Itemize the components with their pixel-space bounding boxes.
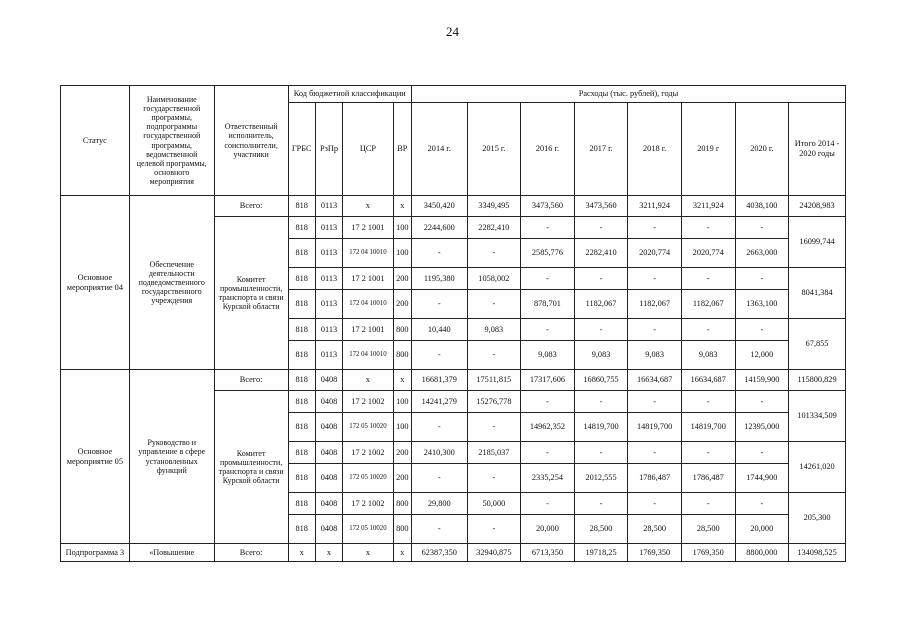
grbs-cell: 818	[288, 515, 315, 544]
rzpr-cell: 0408	[315, 442, 342, 464]
budget-table	[60, 85, 846, 562]
value-2015-cell: 17511,815	[467, 370, 521, 391]
value-2018-cell: -	[628, 391, 682, 413]
csr-cell: 172 04 10010	[343, 239, 394, 268]
vr-cell: х	[393, 196, 411, 217]
total-cell: 16099,744	[789, 217, 846, 268]
value-2015-cell: -	[467, 341, 521, 370]
value-2016-cell: -	[521, 319, 575, 341]
csr-cell: 172 05 10020	[343, 413, 394, 442]
value-2014-cell: 14241,279	[411, 391, 467, 413]
block-total-row	[61, 196, 846, 217]
grbs-cell: 818	[288, 391, 315, 413]
vr-cell: 100	[393, 413, 411, 442]
value-2019-cell: 3211,924	[681, 196, 735, 217]
value-2019-cell: 14819,700	[681, 413, 735, 442]
header-vr: ВР	[393, 103, 411, 196]
value-2017-cell: -	[574, 391, 628, 413]
value-2016-cell: -	[521, 391, 575, 413]
value-2017-cell: -	[574, 442, 628, 464]
value-2016-cell: 3473,560	[521, 196, 575, 217]
value-2018-cell: -	[628, 493, 682, 515]
total-cell: 8041,384	[789, 268, 846, 319]
header-row-1	[61, 86, 846, 103]
vr-cell: 200	[393, 464, 411, 493]
value-2020-cell: 20,000	[735, 515, 789, 544]
total-cell: 134098,525	[789, 544, 846, 562]
value-2019-cell: -	[681, 319, 735, 341]
grbs-cell: 818	[288, 268, 315, 290]
subprogram-row	[61, 544, 846, 562]
grbs-cell: х	[288, 544, 315, 562]
value-2015-cell: 2282,410	[467, 217, 521, 239]
grbs-cell: 818	[288, 413, 315, 442]
value-2019-cell: 9,083	[681, 341, 735, 370]
vr-cell: 800	[393, 515, 411, 544]
value-2019-cell: -	[681, 493, 735, 515]
vr-cell: 200	[393, 268, 411, 290]
value-2018-cell: 9,083	[628, 341, 682, 370]
value-2016-cell: 20,000	[521, 515, 575, 544]
header-year-2016: 2016 г.	[521, 103, 575, 196]
value-2016-cell: 6713,350	[521, 544, 575, 562]
vr-cell: х	[393, 544, 411, 562]
value-2019-cell: -	[681, 268, 735, 290]
value-2019-cell: -	[681, 442, 735, 464]
grbs-cell: 818	[288, 341, 315, 370]
grbs-cell: 818	[288, 319, 315, 341]
value-2016-cell: 17317,606	[521, 370, 575, 391]
value-2018-cell: -	[628, 268, 682, 290]
value-2018-cell: 14819,700	[628, 413, 682, 442]
value-2017-cell: 9,083	[574, 341, 628, 370]
grbs-cell: 818	[288, 370, 315, 391]
csr-cell: 17 2 1002	[343, 391, 394, 413]
value-2017-cell: 2282,410	[574, 239, 628, 268]
value-2016-cell: 2335,254	[521, 464, 575, 493]
executor-cell: Комитет промышленности, транспорта и связи Курской области	[214, 217, 288, 370]
vr-cell: 100	[393, 239, 411, 268]
value-2015-cell: 2185,037	[467, 442, 521, 464]
status-cell: Подпрограмма 3	[61, 544, 130, 562]
rzpr-cell: 0113	[315, 341, 342, 370]
value-2020-cell: 2663,000	[735, 239, 789, 268]
rzpr-cell: 0113	[315, 319, 342, 341]
value-2018-cell: -	[628, 442, 682, 464]
value-2016-cell: -	[521, 268, 575, 290]
value-2017-cell: 3473,560	[574, 196, 628, 217]
value-2020-cell: 12395,000	[735, 413, 789, 442]
total-cell: 101334,509	[789, 391, 846, 442]
value-2019-cell: 16634,687	[681, 370, 735, 391]
csr-cell: 17 2 1001	[343, 268, 394, 290]
header-year-2014: 2014 г.	[411, 103, 467, 196]
value-2015-cell: 1058,002	[467, 268, 521, 290]
header-budget-code: Код бюджетной классификации	[288, 86, 411, 103]
value-2019-cell: 1182,067	[681, 290, 735, 319]
rzpr-cell: 0408	[315, 391, 342, 413]
total-cell: 24208,983	[789, 196, 846, 217]
header-status: Статус	[61, 86, 130, 196]
value-2017-cell: 14819,700	[574, 413, 628, 442]
header-year-2018: 2018 г.	[628, 103, 682, 196]
value-2020-cell: -	[735, 319, 789, 341]
grbs-cell: 818	[288, 217, 315, 239]
grbs-cell: 818	[288, 290, 315, 319]
value-2020-cell: -	[735, 268, 789, 290]
value-2015-cell: 9,083	[467, 319, 521, 341]
value-2016-cell: 9,083	[521, 341, 575, 370]
csr-cell: х	[343, 544, 394, 562]
total-label-cell: Всего:	[214, 196, 288, 217]
block-total-row	[61, 370, 846, 391]
csr-cell: 17 2 1002	[343, 442, 394, 464]
value-2020-cell: -	[735, 391, 789, 413]
value-2014-cell: 10,440	[411, 319, 467, 341]
value-2019-cell: -	[681, 391, 735, 413]
grbs-cell: 818	[288, 196, 315, 217]
rzpr-cell: 0113	[315, 239, 342, 268]
value-2015-cell: -	[467, 239, 521, 268]
header-year-2019: 2019 г	[681, 103, 735, 196]
value-2018-cell: -	[628, 319, 682, 341]
value-2014-cell: -	[411, 341, 467, 370]
value-2020-cell: -	[735, 442, 789, 464]
grbs-cell: 818	[288, 442, 315, 464]
value-2017-cell: -	[574, 493, 628, 515]
value-2020-cell: -	[735, 217, 789, 239]
status-cell: Основное мероприятие 05	[61, 370, 130, 544]
value-2014-cell: -	[411, 515, 467, 544]
header-year-2017: 2017 г.	[574, 103, 628, 196]
value-2018-cell: 1182,067	[628, 290, 682, 319]
rzpr-cell: 0408	[315, 464, 342, 493]
csr-cell: 17 2 1001	[343, 217, 394, 239]
total-cell: 67,855	[789, 319, 846, 370]
value-2019-cell: 28,500	[681, 515, 735, 544]
total-cell: 115800,829	[789, 370, 846, 391]
value-2020-cell: 1363,100	[735, 290, 789, 319]
rzpr-cell: 0408	[315, 515, 342, 544]
vr-cell: 200	[393, 442, 411, 464]
value-2016-cell: -	[521, 442, 575, 464]
value-2017-cell: 28,500	[574, 515, 628, 544]
vr-cell: 800	[393, 319, 411, 341]
rzpr-cell: 0113	[315, 217, 342, 239]
header-grbs: ГРБС	[288, 103, 315, 196]
value-2015-cell: -	[467, 515, 521, 544]
vr-cell: 100	[393, 391, 411, 413]
value-2014-cell: -	[411, 239, 467, 268]
value-2020-cell: -	[735, 493, 789, 515]
value-2018-cell: 1786,487	[628, 464, 682, 493]
csr-cell: х	[343, 370, 394, 391]
rzpr-cell: 0113	[315, 290, 342, 319]
value-2017-cell: -	[574, 268, 628, 290]
name-cell: Руководство и управление в сфере установленных функций	[129, 370, 214, 544]
value-2014-cell: -	[411, 464, 467, 493]
value-2017-cell: -	[574, 217, 628, 239]
value-2016-cell: 2585,776	[521, 239, 575, 268]
header-rzpr: РзПр	[315, 103, 342, 196]
csr-cell: 17 2 1002	[343, 493, 394, 515]
value-2019-cell: 2020,774	[681, 239, 735, 268]
header-csr: ЦСР	[343, 103, 394, 196]
value-2019-cell: -	[681, 217, 735, 239]
value-2020-cell: 4038,100	[735, 196, 789, 217]
value-2015-cell: -	[467, 413, 521, 442]
total-label-cell: Всего:	[214, 370, 288, 391]
name-cell: Обеспечение деятельности подведомственного государственного учреждения	[129, 196, 214, 370]
value-2020-cell: 1744,900	[735, 464, 789, 493]
value-2014-cell: 2410,300	[411, 442, 467, 464]
value-2015-cell: -	[467, 290, 521, 319]
value-2014-cell: 29,800	[411, 493, 467, 515]
vr-cell: 800	[393, 341, 411, 370]
value-2014-cell: 2244,600	[411, 217, 467, 239]
value-2019-cell: 1769,350	[681, 544, 735, 562]
name-cell: «Повышение	[129, 544, 214, 562]
value-2016-cell: 14962,352	[521, 413, 575, 442]
value-2018-cell: 28,500	[628, 515, 682, 544]
value-2016-cell: -	[521, 217, 575, 239]
value-2018-cell: 2020,774	[628, 239, 682, 268]
value-2020-cell: 14159,900	[735, 370, 789, 391]
value-2017-cell: -	[574, 319, 628, 341]
value-2017-cell: 2012,555	[574, 464, 628, 493]
status-cell: Основное мероприятие 04	[61, 196, 130, 370]
header-name: Наименование государственной программы, подпрограммы государственной программы, ведомственной целевой программы, основного мероприятия	[129, 86, 214, 196]
value-2017-cell: 16860,755	[574, 370, 628, 391]
value-2015-cell: 3349,495	[467, 196, 521, 217]
value-2020-cell: 8800,000	[735, 544, 789, 562]
vr-cell: 800	[393, 493, 411, 515]
grbs-cell: 818	[288, 239, 315, 268]
value-2016-cell: 878,701	[521, 290, 575, 319]
value-2018-cell: 1769,350	[628, 544, 682, 562]
executor-cell: Комитет промышленности, транспорта и связи Курской области	[214, 391, 288, 544]
vr-cell: 100	[393, 217, 411, 239]
value-2015-cell: 50,000	[467, 493, 521, 515]
value-2014-cell: -	[411, 290, 467, 319]
csr-cell: 172 04 10010	[343, 341, 394, 370]
rzpr-cell: х	[315, 544, 342, 562]
total-cell: 205,300	[789, 493, 846, 544]
rzpr-cell: 0408	[315, 370, 342, 391]
header-total: Итого 2014 - 2020 годы	[789, 103, 846, 196]
value-2018-cell: 3211,924	[628, 196, 682, 217]
header-expenses: Расходы (тыс. рублей), годы	[411, 86, 845, 103]
value-2015-cell: 32940,875	[467, 544, 521, 562]
csr-cell: х	[343, 196, 394, 217]
page-number: 24	[446, 24, 459, 39]
csr-cell: 172 04 10010	[343, 290, 394, 319]
value-2014-cell: -	[411, 413, 467, 442]
value-2016-cell: -	[521, 493, 575, 515]
header-year-2015: 2015 г.	[467, 103, 521, 196]
value-2014-cell: 62387,350	[411, 544, 467, 562]
rzpr-cell: 0113	[315, 268, 342, 290]
header-executor: Ответственный исполнитель, соисполнители, участники	[214, 86, 288, 196]
value-2020-cell: 12,000	[735, 341, 789, 370]
table-body	[61, 86, 846, 562]
value-2014-cell: 1195,380	[411, 268, 467, 290]
csr-cell: 17 2 1001	[343, 319, 394, 341]
csr-cell: 172 05 10020	[343, 464, 394, 493]
grbs-cell: 818	[288, 493, 315, 515]
value-2017-cell: 1182,067	[574, 290, 628, 319]
header-year-2020: 2020 г.	[735, 103, 789, 196]
rzpr-cell: 0113	[315, 196, 342, 217]
total-label-cell: Всего:	[214, 544, 288, 562]
value-2015-cell: -	[467, 464, 521, 493]
vr-cell: 200	[393, 290, 411, 319]
value-2015-cell: 15276,778	[467, 391, 521, 413]
value-2019-cell: 1786,487	[681, 464, 735, 493]
vr-cell: х	[393, 370, 411, 391]
rzpr-cell: 0408	[315, 413, 342, 442]
value-2014-cell: 16681,379	[411, 370, 467, 391]
value-2018-cell: 16634,687	[628, 370, 682, 391]
value-2018-cell: -	[628, 217, 682, 239]
rzpr-cell: 0408	[315, 493, 342, 515]
value-2017-cell: 19718,25	[574, 544, 628, 562]
csr-cell: 172 05 10020	[343, 515, 394, 544]
grbs-cell: 818	[288, 464, 315, 493]
total-cell: 14261,020	[789, 442, 846, 493]
value-2014-cell: 3450,420	[411, 196, 467, 217]
